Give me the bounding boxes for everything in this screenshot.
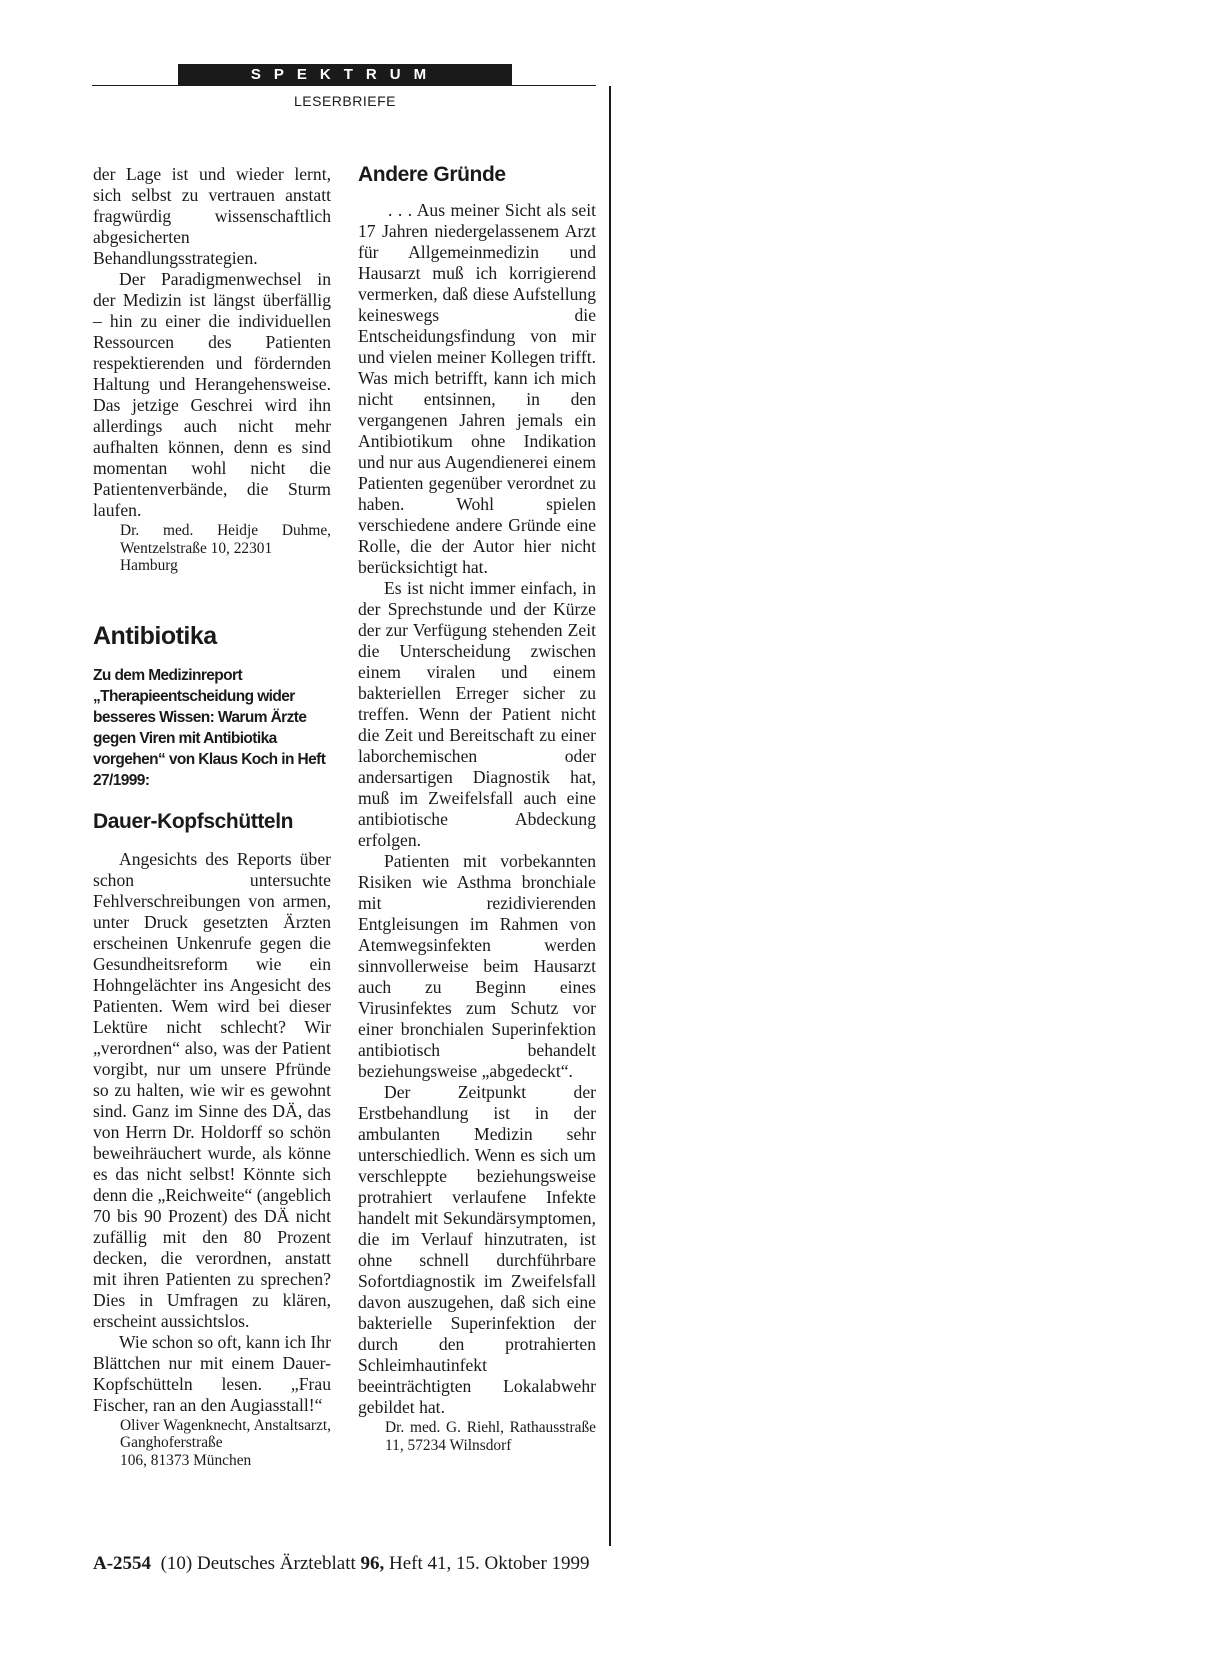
author-signature	[358, 1419, 596, 1454]
header-rule	[92, 85, 596, 86]
right-column	[358, 164, 596, 1454]
signature-line: Hamburg	[120, 557, 178, 574]
page-code: A-2554	[93, 1553, 152, 1574]
letter-paragraph: der Lage ist und wieder lernt, sich selbst zu vertrauen anstatt fragwürdig wissenschaftlich abgesicherten Behandlungsstrategien.	[93, 164, 331, 268]
letter-paragraph: Patienten mit vorbekannten Risiken wie Asthma bronchiale mit rezidivierenden Entgleisungen im Rahmen von Atemwegsinfekten werden sinnvollerweise beim Hausarzt auch zu Beginn eines Virusinfektes zum Schutz vor einer bronchialen Superinfektion antibiotisch behandelt beziehungsweise „abgedeckt“.	[358, 851, 596, 1081]
letter-heading: Andere Gründe	[358, 163, 506, 186]
column-divider	[609, 86, 611, 1546]
page-footer	[93, 1553, 590, 1575]
issue-info: Heft 41, 15. Oktober 1999	[389, 1553, 590, 1574]
section-title: Antibiotika	[93, 621, 217, 650]
letter-paragraph: Angesichts des Reports über schon untersuchte Fehlverschreibungen von armen, unter Druck gesetzten Ärzten erscheinen Unkenrufe gegen die Gesundheitsreform wie ein Hohngelächter ins Angesicht des Patienten. Wem wird bei dieser Lektüre nicht schlecht? Wir „verordnen“ also, was der Patient vorgibt, nur um unsere Pfründe so zu halten, wie wir es gewohnt sind. Ganz im Sinne des DÄ, das von Herrn Dr. Holdorff so schön beweihräuchert wurde, als könne es das nicht selbst! Könnte sich denn die „Reichweite“ (angeblich 70 bis 90 Prozent) des DÄ nicht zufällig mit den 80 Prozent decken, die verordnen, anstatt mit ihren Patienten zu sprechen? Dies in Umfragen zu klären, erscheint aussichtslos.	[93, 848, 331, 1331]
page-number: (10)	[160, 1553, 193, 1574]
letter-paragraph: Es ist nicht immer einfach, in der Sprechstunde und der Kürze der zur Verfügung stehenden Zeit die Unterscheidung zwischen einem viralen und einem bakteriellen Erreger sicher zu treffen. Wenn der Patient nicht die Zeit und Bereitschaft zu einer laborchemischen oder andersartigen Diagnostik hat, muß im Zweifelsfall auch eine antibiotische Abdeckung erfolgen.	[358, 578, 596, 850]
letter-paragraph: Wie schon so oft, kann ich Ihr Blättchen nur mit einem Dauer-Kopfschütteln lesen. „Frau Fischer, ran an den Augiasstall!“	[93, 1331, 331, 1415]
journal-name: Deutsches Ärzteblatt	[196, 1553, 356, 1574]
author-signature	[93, 1417, 331, 1470]
letter-paragraph: Der Paradigmenwechsel in der Medizin ist längst überfällig – hin zu einer die individuellen Ressourcen des Patienten respektierenden und fördernden Haltung und Herangehensweise. Das jetzige Geschrei wird ihn allerdings auch nicht mehr aufhalten können, denn es sind momentan wohl nicht die Patientenverbände, die Sturm laufen.	[93, 269, 331, 520]
signature-line: Dr. med. G. Riehl, Rathausstraße 11, 57234 Wilnsdorf	[385, 1419, 596, 1454]
journal-volume: 96,	[360, 1553, 385, 1574]
signature-line: 106, 81373 München	[120, 1451, 252, 1469]
subsection-label: LESERBRIEFE	[294, 93, 396, 109]
signature-line: Oliver Wagenknecht, Anstaltsarzt, Ganghoferstraße	[120, 1416, 331, 1451]
author-signature	[93, 522, 331, 575]
section-banner: SPEKTRUM	[178, 64, 512, 86]
article-reference: Zu dem Medizinreport „Therapieentscheidung wider besseres Wissen: Warum Ärzte gegen Viren mit Antibiotika vorgehen“ von Klaus Koch in Heft 27/1999:	[93, 666, 326, 789]
letter-paragraph: Der Zeitpunkt der Erstbehandlung ist in der ambulanten Medizin sehr unterschiedlich. Wenn es sich um verschleppte beziehungsweise protrahiert verlaufene Infekte handelt mit Sekundärsymptomen, die im Verlauf hinzutraten, ist ohne schnell durchführbare Sofortdiagnostik im Zweifelsfall davon auszugehen, daß sich eine bakterielle Superinfektion der durch den protrahierten Schleimhautinfekt beeinträchtigten Lokalabwehr gebildet hat.	[358, 1082, 596, 1417]
signature-line: Dr. med. Heidje Duhme, Wentzelstraße 10, 22301	[120, 522, 331, 557]
letter-heading: Dauer-Kopfschütteln	[93, 809, 294, 833]
letter-paragraph: . . . Aus meiner Sicht als seit 17 Jahren niedergelassenem Arzt für Allgemeinmedizin und Hausarzt muß ich korrigierend vermerken, daß diese Aufstellung keineswegs die Entscheidungsfindung von mir und vielen meiner Kollegen trifft. Was mich betrifft, kann ich mich nicht entsinnen, in den vergangenen Jahren jemals ein Antibiotikum ohne Indikation und nur aus Augendienerei einem Patienten gegenüber verordnet zu haben. Wohl spielen verschiedene andere Gründe eine Rolle, die der Autor hier nicht berücksichtigt hat.	[358, 200, 596, 577]
left-column	[93, 164, 331, 1469]
